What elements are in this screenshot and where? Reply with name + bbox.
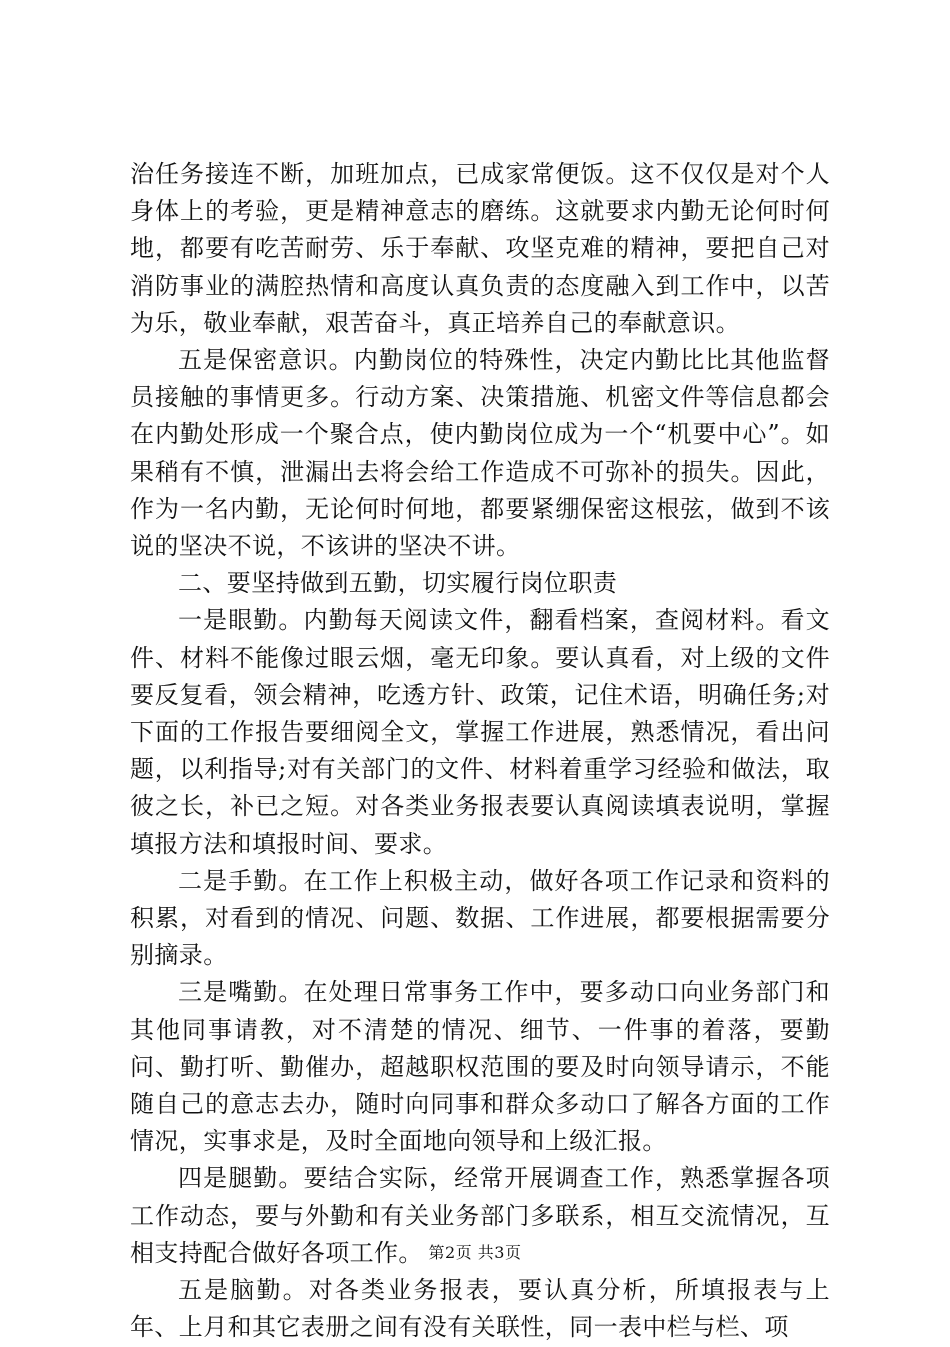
page-footer: 第2页 共3页 [428,1243,522,1262]
paragraph-brain: 五是脑勤。对各类业务报表，要认真分析，所填报表与上年、上月和其它表册之间有没有关联性，同一表中栏与栏、项 [130,1276,830,1342]
paragraph-legs: 四是腿勤。要结合实际，经常开展调查工作，熟悉掌握各项工作动态，要与外勤和有关业务部门多联系，相互交流情况，互相支持配合做好各项工作。 [130,1164,830,1267]
paragraph-confidentiality: 五是保密意识。内勤岗位的特殊性，决定内勤比比其他监督员接触的事情更多。行动方案、决策措施、机密文件等信息都会在内勤处形成一个聚合点，使内勤岗位成为一个“机要中心”。如果稍有不慎，泄漏出去将会给工作造成不可弥补的损失。因此，作为一名内勤，无论何时何地，都要紧绷保密这根弦，做到不该说的坚决不说，不该讲的坚决不讲。 [130,346,830,561]
document-body [130,156,830,1347]
paragraph-eyes: 一是眼勤。内勤每天阅读文件，翻看档案，查阅材料。看文件、材料不能像过眼云烟，毫无印象。要认真看，对上级的文件要反复看，领会精神，吃透方针、政策，记住术语，明确任务;对下面的工作报告要细阅全文，掌握工作进展，熟悉情况，看出问题，以利指导;对有关部门的文件、材料着重学习经验和做法，取彼之长，补已之短。对各类业务报表要认真阅读填表说明，掌握填报方法和填报时间、要求。 [130,606,830,858]
section-heading: 二、要坚持做到五勤，切实履行岗位职责 [178,569,618,598]
paragraph-hands: 二是手勤。在工作上积极主动，做好各项工作记录和资料的积累，对看到的情况、问题、数据、工作进展，都要根据需要分别摘录。 [130,866,830,970]
paragraph-mouth: 三是嘴勤。在处理日常事务工作中，要多动口向业务部门和其他同事请教，对不清楚的情况、细节、一件事的着落，要勤问、勤打听、勤催办，超越职权范围的要及时向领导请示，不能随自己的意志去办，随时向同事和群众多动口了解各方面的工作情况，实事求是，及时全面地向领导和上级汇报。 [130,978,830,1156]
paragraph-continuation: 治任务接连不断，加班加点，已成家常便饭。这不仅仅是对个人身体上的考验，更是精神意志的磨练。这就要求内勤无论何时何地，都要有吃苦耐劳、乐于奉献、攻坚克难的精神，要把自己对消防事业的满腔热情和高度认真负责的态度融入到工作中，以苦为乐，敬业奉献，艰苦奋斗，真正培养自己的奉献意识。 [130,160,830,337]
